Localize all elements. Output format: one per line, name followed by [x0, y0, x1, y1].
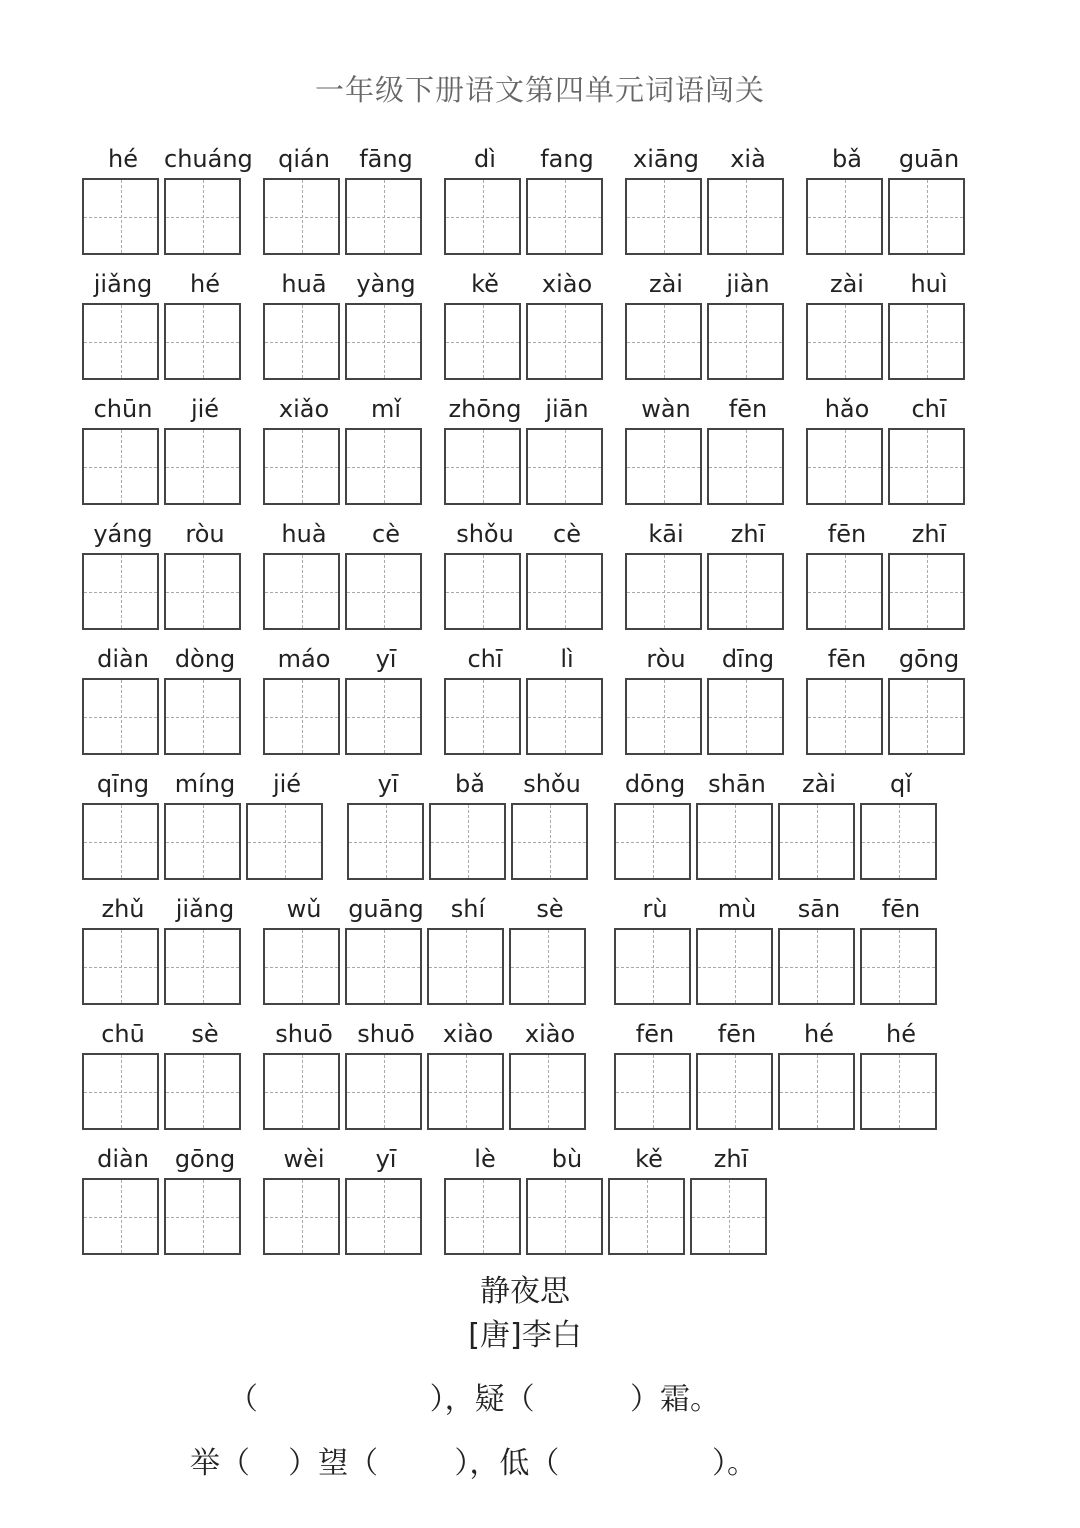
- writing-boxes: [806, 678, 970, 755]
- pinyin-row: [82, 515, 246, 553]
- pinyin-row: [806, 140, 970, 178]
- tianzige-box[interactable]: [625, 678, 702, 755]
- tianzige-box[interactable]: [82, 678, 159, 755]
- tianzige-box[interactable]: [444, 428, 521, 505]
- tianzige-box[interactable]: [164, 928, 241, 1005]
- pinyin-syllable: gōng: [174, 1145, 236, 1173]
- pinyin-row: [806, 265, 970, 303]
- pinyin-row: [263, 1015, 591, 1053]
- tianzige-box[interactable]: [778, 1053, 855, 1130]
- pinyin-syllable: wàn: [641, 395, 691, 423]
- tianzige-box[interactable]: [427, 928, 504, 1005]
- writing-boxes: [625, 178, 789, 255]
- tianzige-box[interactable]: [82, 303, 159, 380]
- pinyin-syllable: dōng: [624, 770, 686, 798]
- writing-boxes: [82, 1178, 246, 1255]
- pinyin-row: [82, 890, 246, 928]
- pinyin-syllable: huā: [281, 270, 327, 298]
- pinyin-row: [263, 515, 427, 553]
- pinyin-syllable: rù: [642, 895, 668, 923]
- tianzige-box[interactable]: [429, 803, 506, 880]
- word-item: [263, 640, 427, 755]
- writing-boxes: [82, 803, 328, 880]
- tianzige-box[interactable]: [345, 928, 422, 1005]
- pinyin-syllable: zài: [802, 770, 836, 798]
- writing-boxes: [625, 553, 789, 630]
- tianzige-box[interactable]: [82, 428, 159, 505]
- word-item: [263, 515, 427, 630]
- pinyin-row: [625, 140, 789, 178]
- pinyin-syllable: dì: [474, 145, 496, 173]
- tianzige-box[interactable]: [526, 678, 603, 755]
- tianzige-box[interactable]: [707, 553, 784, 630]
- pinyin-syllable: dòng: [174, 645, 236, 673]
- pinyin-syllable: hé: [190, 270, 220, 298]
- pinyin-syllable: sān: [797, 895, 841, 923]
- word-item: [806, 140, 970, 255]
- pinyin-row: [625, 390, 789, 428]
- writing-boxes: [614, 1053, 942, 1130]
- pinyin-syllable: zhī: [911, 520, 947, 548]
- word-item: [444, 515, 608, 630]
- tianzige-box[interactable]: [345, 303, 422, 380]
- tianzige-box[interactable]: [614, 803, 691, 880]
- pinyin-syllable: fēn: [728, 395, 768, 423]
- pinyin-syllable: mù: [717, 895, 757, 923]
- pinyin-syllable: kě: [471, 270, 499, 298]
- writing-boxes: [82, 428, 246, 505]
- pinyin-row: [82, 640, 246, 678]
- tianzige-box[interactable]: [164, 178, 241, 255]
- tianzige-box[interactable]: [860, 1053, 937, 1130]
- word-item: [444, 1140, 772, 1255]
- word-item: [82, 640, 246, 755]
- pinyin-syllable: lì: [560, 645, 574, 673]
- tianzige-box[interactable]: [263, 303, 340, 380]
- pinyin-row: [444, 390, 608, 428]
- tianzige-box[interactable]: [164, 803, 241, 880]
- tianzige-box[interactable]: [806, 553, 883, 630]
- tianzige-box[interactable]: [164, 1053, 241, 1130]
- writing-boxes: [82, 303, 246, 380]
- pinyin-syllable: shǒu: [523, 770, 581, 798]
- word-item: [614, 1015, 942, 1130]
- word-item: [625, 265, 789, 380]
- pinyin-syllable: zài: [830, 270, 864, 298]
- pinyin-syllable: wǔ: [286, 895, 322, 923]
- word-item: [263, 1015, 591, 1130]
- tianzige-box[interactable]: [526, 428, 603, 505]
- writing-boxes: [82, 678, 246, 755]
- pinyin-row: [444, 1140, 772, 1178]
- word-item: [625, 640, 789, 755]
- pinyin-syllable: zài: [649, 270, 683, 298]
- pinyin-syllable: qián: [278, 145, 330, 173]
- tianzige-box[interactable]: [444, 553, 521, 630]
- pinyin-row: [806, 390, 970, 428]
- tianzige-box[interactable]: [427, 1053, 504, 1130]
- tianzige-box[interactable]: [888, 178, 965, 255]
- word-item: [263, 390, 427, 505]
- tianzige-box[interactable]: [509, 1053, 586, 1130]
- pinyin-syllable: cè: [372, 520, 400, 548]
- pinyin-syllable: jié: [272, 770, 302, 798]
- tianzige-box[interactable]: [860, 928, 937, 1005]
- tianzige-box[interactable]: [696, 803, 773, 880]
- tianzige-box[interactable]: [707, 678, 784, 755]
- pinyin-syllable: yàng: [356, 270, 416, 298]
- pinyin-syllable: mǐ: [370, 395, 402, 423]
- pinyin-syllable: hé: [108, 145, 138, 173]
- pinyin-syllable: zhī: [730, 520, 766, 548]
- tianzige-box[interactable]: [82, 928, 159, 1005]
- tianzige-box[interactable]: [444, 303, 521, 380]
- tianzige-box[interactable]: [345, 428, 422, 505]
- pinyin-syllable: sè: [191, 1020, 219, 1048]
- pinyin-syllable: fēn: [635, 1020, 675, 1048]
- pinyin-syllable: fēn: [827, 645, 867, 673]
- writing-boxes: [263, 1178, 427, 1255]
- word-item: [82, 765, 328, 880]
- pinyin-row: [82, 1015, 246, 1053]
- pinyin-row: [614, 765, 942, 803]
- pinyin-syllable: hǎo: [824, 395, 870, 423]
- writing-boxes: [82, 178, 246, 255]
- pinyin-syllable: kě: [635, 1145, 663, 1173]
- word-item: [82, 390, 246, 505]
- tianzige-box[interactable]: [625, 178, 702, 255]
- word-item: [444, 265, 608, 380]
- tianzige-box[interactable]: [263, 1178, 340, 1255]
- poem-title: 静夜思: [480, 1274, 570, 1309]
- pinyin-syllable: xiào: [541, 270, 593, 298]
- pinyin-syllable: huì: [910, 270, 948, 298]
- pinyin-syllable: fēn: [881, 895, 921, 923]
- pinyin-syllable: fāng: [359, 145, 413, 173]
- writing-boxes: [82, 928, 246, 1005]
- pinyin-syllable: chuáng: [164, 145, 253, 173]
- tianzige-box[interactable]: [444, 178, 521, 255]
- tianzige-box[interactable]: [82, 178, 159, 255]
- pinyin-syllable: jiān: [545, 395, 589, 423]
- pinyin-syllable: wèi: [283, 1145, 325, 1173]
- writing-boxes: [444, 428, 608, 505]
- tianzige-box[interactable]: [707, 178, 784, 255]
- word-item: [82, 265, 246, 380]
- pinyin-row: [806, 640, 970, 678]
- pinyin-syllable: xià: [730, 145, 766, 173]
- writing-boxes: [263, 428, 427, 505]
- pinyin-row: [263, 140, 427, 178]
- tianzige-box[interactable]: [625, 303, 702, 380]
- tianzige-box[interactable]: [614, 1053, 691, 1130]
- tianzige-box[interactable]: [888, 303, 965, 380]
- tianzige-box[interactable]: [778, 928, 855, 1005]
- pinyin-syllable: xiāng: [632, 145, 700, 173]
- tianzige-box[interactable]: [263, 678, 340, 755]
- pinyin-syllable: shuō: [275, 1020, 333, 1048]
- tianzige-box[interactable]: [526, 1178, 603, 1255]
- writing-boxes: [263, 553, 427, 630]
- pinyin-syllable: yáng: [93, 520, 153, 548]
- tianzige-box[interactable]: [444, 678, 521, 755]
- word-item: [806, 390, 970, 505]
- pinyin-syllable: ròu: [646, 645, 686, 673]
- tianzige-box[interactable]: [164, 678, 241, 755]
- writing-boxes: [444, 1178, 772, 1255]
- tianzige-box[interactable]: [511, 803, 588, 880]
- writing-boxes: [806, 303, 970, 380]
- pinyin-syllable: qīng: [96, 770, 150, 798]
- word-item: [82, 1015, 246, 1130]
- pinyin-syllable: shǒu: [456, 520, 514, 548]
- word-item: [82, 890, 246, 1005]
- pinyin-syllable: fēn: [827, 520, 867, 548]
- pinyin-syllable: guān: [898, 145, 960, 173]
- tianzige-box[interactable]: [860, 803, 937, 880]
- tianzige-box[interactable]: [806, 678, 883, 755]
- tianzige-box[interactable]: [526, 178, 603, 255]
- tianzige-box[interactable]: [263, 1053, 340, 1130]
- word-item: [444, 390, 608, 505]
- word-item: [263, 1140, 427, 1255]
- tianzige-box[interactable]: [707, 303, 784, 380]
- tianzige-box[interactable]: [263, 178, 340, 255]
- word-item: [82, 1140, 246, 1255]
- tianzige-box[interactable]: [778, 803, 855, 880]
- tianzige-box[interactable]: [614, 928, 691, 1005]
- pinyin-row: [263, 390, 427, 428]
- pinyin-row: [82, 140, 253, 178]
- pinyin-syllable: jié: [190, 395, 220, 423]
- pinyin-row: [444, 140, 608, 178]
- pinyin-syllable: chūn: [93, 395, 153, 423]
- writing-boxes: [444, 553, 608, 630]
- writing-boxes: [625, 678, 789, 755]
- word-item: [263, 265, 427, 380]
- word-item: [444, 640, 608, 755]
- pinyin-syllable: yī: [377, 770, 399, 798]
- tianzige-box[interactable]: [345, 178, 422, 255]
- pinyin-syllable: hé: [886, 1020, 916, 1048]
- pinyin-syllable: zhōng: [448, 395, 522, 423]
- pinyin-syllable: sè: [536, 895, 564, 923]
- tianzige-box[interactable]: [888, 553, 965, 630]
- tianzige-box[interactable]: [345, 1053, 422, 1130]
- tianzige-box[interactable]: [806, 428, 883, 505]
- tianzige-box[interactable]: [625, 553, 702, 630]
- tianzige-box[interactable]: [82, 803, 159, 880]
- writing-boxes: [263, 678, 427, 755]
- pinyin-row: [82, 1140, 246, 1178]
- tianzige-box[interactable]: [246, 803, 323, 880]
- pinyin-row: [444, 515, 608, 553]
- tianzige-box[interactable]: [164, 428, 241, 505]
- tianzige-box[interactable]: [707, 428, 784, 505]
- word-item: [263, 140, 427, 255]
- word-item: [806, 265, 970, 380]
- pinyin-syllable: zhī: [713, 1145, 749, 1173]
- pinyin-row: [614, 1015, 942, 1053]
- pinyin-syllable: jiàn: [726, 270, 770, 298]
- pinyin-row: [625, 515, 789, 553]
- writing-boxes: [806, 178, 970, 255]
- tianzige-box[interactable]: [164, 1178, 241, 1255]
- tianzige-box[interactable]: [696, 1053, 773, 1130]
- pinyin-syllable: shuō: [357, 1020, 415, 1048]
- word-item: [625, 515, 789, 630]
- tianzige-box[interactable]: [345, 678, 422, 755]
- pinyin-row: [614, 890, 942, 928]
- tianzige-box[interactable]: [82, 1178, 159, 1255]
- pinyin-syllable: cè: [553, 520, 581, 548]
- tianzige-box[interactable]: [690, 1178, 767, 1255]
- pinyin-row: [263, 265, 427, 303]
- word-item: [625, 390, 789, 505]
- pinyin-syllable: xiǎo: [278, 395, 330, 423]
- pinyin-syllable: fang: [540, 145, 594, 173]
- pinyin-row: [82, 765, 328, 803]
- writing-boxes: [625, 303, 789, 380]
- writing-boxes: [82, 1053, 246, 1130]
- poem-author: [唐]李白: [468, 1318, 582, 1353]
- pinyin-syllable: bù: [551, 1145, 583, 1173]
- writing-boxes: [614, 803, 942, 880]
- tianzige-box[interactable]: [608, 1178, 685, 1255]
- pinyin-syllable: diàn: [97, 1145, 149, 1173]
- writing-boxes: [347, 803, 593, 880]
- pinyin-syllable: xiào: [524, 1020, 576, 1048]
- word-item: [614, 890, 942, 1005]
- pinyin-syllable: diàn: [97, 645, 149, 673]
- pinyin-row: [82, 265, 246, 303]
- word-item: [82, 515, 246, 630]
- poem-line-1: （ ），疑（ ）霜。: [228, 1382, 721, 1417]
- word-item: [444, 140, 608, 255]
- tianzige-box[interactable]: [82, 1053, 159, 1130]
- word-item: [806, 640, 970, 755]
- writing-boxes: [806, 428, 970, 505]
- pinyin-syllable: shí: [450, 895, 486, 923]
- tianzige-box[interactable]: [347, 803, 424, 880]
- pinyin-syllable: ròu: [185, 520, 225, 548]
- pinyin-row: [625, 640, 789, 678]
- pinyin-syllable: shān: [708, 770, 766, 798]
- writing-boxes: [444, 678, 608, 755]
- tianzige-box[interactable]: [164, 553, 241, 630]
- pinyin-syllable: qǐ: [890, 770, 912, 798]
- tianzige-box[interactable]: [345, 553, 422, 630]
- pinyin-syllable: hé: [804, 1020, 834, 1048]
- word-item: [625, 140, 789, 255]
- pinyin-syllable: chū: [101, 1020, 145, 1048]
- pinyin-syllable: guāng: [348, 895, 424, 923]
- writing-boxes: [263, 178, 427, 255]
- word-item: [82, 140, 253, 255]
- pinyin-syllable: zhǔ: [101, 895, 145, 923]
- pinyin-syllable: jiǎng: [93, 270, 153, 298]
- tianzige-box[interactable]: [444, 1178, 521, 1255]
- word-item: [614, 765, 942, 880]
- pinyin-row: [263, 640, 427, 678]
- tianzige-box[interactable]: [82, 553, 159, 630]
- pinyin-syllable: bǎ: [832, 145, 862, 173]
- tianzige-box[interactable]: [164, 303, 241, 380]
- tianzige-box[interactable]: [888, 428, 965, 505]
- writing-boxes: [263, 928, 591, 1005]
- pinyin-row: [625, 265, 789, 303]
- pinyin-syllable: míng: [174, 770, 236, 798]
- writing-boxes: [263, 1053, 591, 1130]
- tianzige-box[interactable]: [888, 678, 965, 755]
- tianzige-box[interactable]: [345, 1178, 422, 1255]
- pinyin-syllable: huà: [281, 520, 327, 548]
- pinyin-row: [444, 640, 608, 678]
- pinyin-syllable: jiǎng: [175, 895, 235, 923]
- tianzige-box[interactable]: [509, 928, 586, 1005]
- writing-boxes: [444, 178, 608, 255]
- tianzige-box[interactable]: [696, 928, 773, 1005]
- pinyin-syllable: fēn: [717, 1020, 757, 1048]
- pinyin-syllable: lè: [474, 1145, 496, 1173]
- tianzige-box[interactable]: [625, 428, 702, 505]
- writing-boxes: [263, 303, 427, 380]
- pinyin-row: [82, 390, 246, 428]
- pinyin-syllable: máo: [277, 645, 331, 673]
- pinyin-syllable: chī: [911, 395, 947, 423]
- pinyin-row: [444, 265, 608, 303]
- pinyin-row: [263, 890, 591, 928]
- tianzige-box[interactable]: [263, 553, 340, 630]
- word-item: [263, 890, 591, 1005]
- writing-boxes: [625, 428, 789, 505]
- writing-boxes: [444, 303, 608, 380]
- tianzige-box[interactable]: [526, 553, 603, 630]
- pinyin-row: [263, 1140, 427, 1178]
- pinyin-syllable: kāi: [648, 520, 684, 548]
- pinyin-syllable: yī: [375, 1145, 397, 1173]
- pinyin-syllable: dīng: [721, 645, 775, 673]
- tianzige-box[interactable]: [806, 178, 883, 255]
- word-item: [347, 765, 593, 880]
- page-title: 一年级下册语文第四单元词语闯关: [314, 73, 765, 107]
- word-item: [806, 515, 970, 630]
- pinyin-syllable: gōng: [898, 645, 960, 673]
- writing-boxes: [614, 928, 942, 1005]
- pinyin-syllable: bǎ: [455, 770, 485, 798]
- poem-line-2: 举（ ）望（ ），低（ ）。: [190, 1446, 758, 1481]
- pinyin-row: [806, 515, 970, 553]
- writing-boxes: [82, 553, 246, 630]
- tianzige-box[interactable]: [263, 428, 340, 505]
- tianzige-box[interactable]: [263, 928, 340, 1005]
- pinyin-syllable: chī: [467, 645, 503, 673]
- tianzige-box[interactable]: [806, 303, 883, 380]
- pinyin-syllable: xiào: [442, 1020, 494, 1048]
- writing-boxes: [806, 553, 970, 630]
- pinyin-row: [347, 765, 593, 803]
- pinyin-syllable: yī: [375, 645, 397, 673]
- tianzige-box[interactable]: [526, 303, 603, 380]
